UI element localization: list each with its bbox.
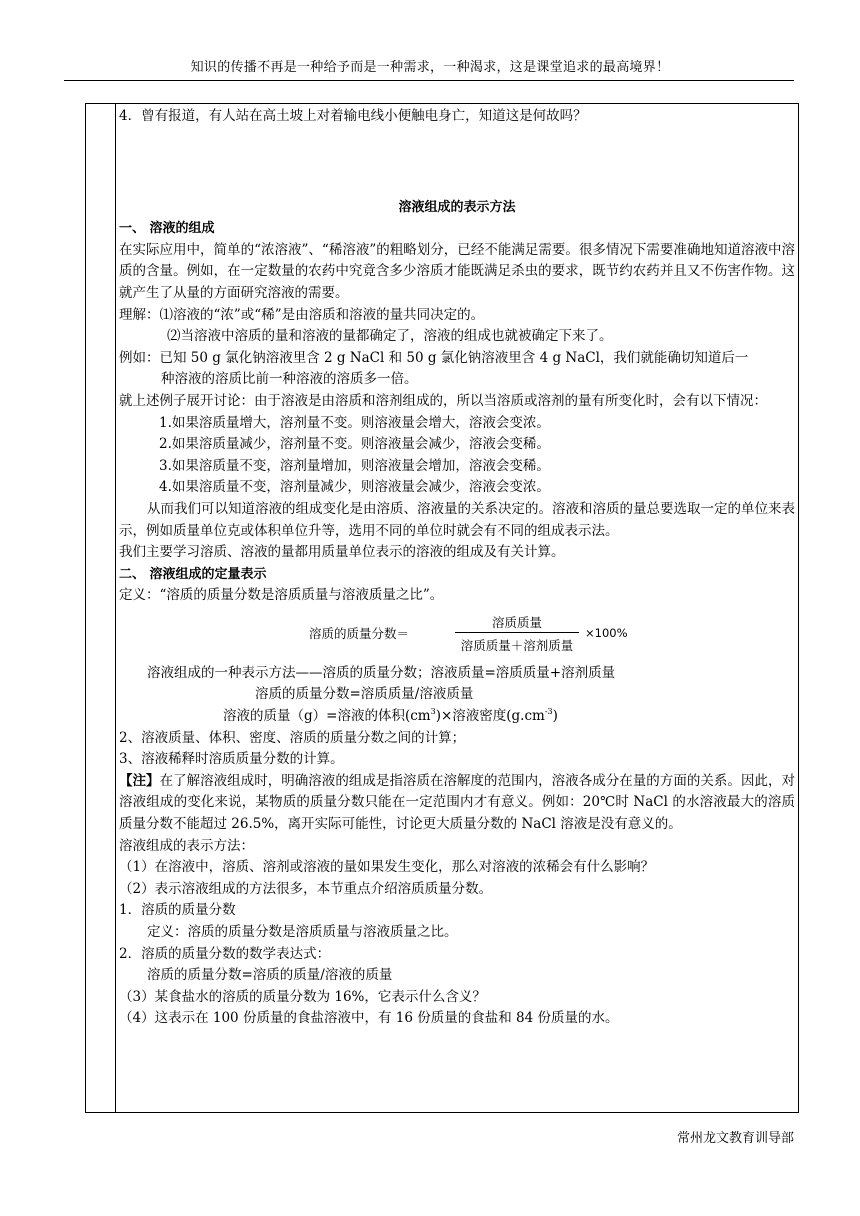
formula-left: 溶质的质量分数＝ (309, 625, 410, 641)
item-2-formula: 溶质的质量分数=溶质的质量/溶液的质量 (147, 967, 393, 984)
note-paragraph (119, 771, 795, 836)
note-text: 在了解溶液组成时，明确溶液的组成是指溶质在溶解度的范围内，溶液各成分在量的方面的关系。因此，对溶液组成的变化来说，某物质的质量分数只能在一定范围内才有意义。例如：20℃时 NaCl 的水溶液最大的溶质质量分数不能超过 26.5%，离开实际可能性，讨论更大质量分数的 NaCl 溶液是没有意义的。 (119, 772, 795, 833)
note-label: 【注】 (119, 772, 160, 789)
question-2: （2）表示溶液组成的方法很多，本节重点介绍溶质质量分数。 (119, 880, 493, 897)
formula-times-100: ×100% (585, 625, 628, 640)
question-3: （3）某食盐水的溶质的质量分数为 16%，它表示什么含义？ (119, 988, 486, 1005)
item-1: 1．溶质的质量分数 (119, 902, 236, 919)
calc-item-3: 3、溶液稀释时溶质质量分数的计算。 (119, 751, 344, 768)
header-rule (64, 80, 794, 81)
formula-line-3-a: 溶液的质量（g）=溶液的体积(cm (223, 708, 431, 725)
case-item: 1.如果溶质量增大，溶剂量不变。则溶液量会增大，溶液会变浓。 (159, 414, 550, 431)
blank-space (119, 128, 795, 197)
page-footer: 常州龙文教育训导部 (676, 1131, 794, 1146)
example-line-2: 种溶液的溶质比前一种溶液的溶质多一倍。 (161, 371, 418, 388)
section-1-heading: 一、 溶液的组成 (119, 221, 215, 237)
formula-line-2: 溶质的质量分数=溶质质量/溶液质量 (255, 686, 474, 703)
understanding-2: ⑵当溶液中溶质的量和溶液的量都确定了，溶液的组成也就被确定下来了。 (167, 328, 613, 345)
calc-item-2: 2、溶液质量、体积、密度、溶质的质量分数之间的计算； (119, 729, 466, 746)
main-content (119, 103, 795, 1030)
question-4-answer: （4）这表示在 100 份质量的食盐溶液中，有 16 份质量的食盐和 84 份质量的水。 (119, 1010, 619, 1027)
question-4: 4．曾有报道，有人站在高土坡上对着输电线小便触电身亡，知道这是何故吗？ (119, 108, 587, 124)
page-header: 知识的传播不再是一种给予而是一种需求，一种渴求，这是课堂追求的最高境界！ (190, 60, 670, 75)
formula-line-1: 溶液组成的一种表示方法——溶质的质量分数；溶液质量=溶质质量+溶剂质量 (147, 664, 616, 681)
case-item: 4.如果溶质量不变，溶剂量减少，则溶液量会减少，溶液会变浓。 (159, 479, 550, 496)
representation-title: 溶液组成的表示方法： (119, 837, 254, 854)
case-item: 2.如果溶质量减少，溶剂量不变。则溶液量会减少，溶液会变稀。 (159, 436, 550, 453)
conclusion-paragraph: 从而我们可以知道溶液的组成变化是由溶质、溶液量的关系决定的。溶液和溶质的量总要选取一定的单位来表示，例如质量单位克或体积单位升等，选用不同的单位时就会有不同的组成表示法。 (119, 500, 795, 539)
superscript: 3 (430, 707, 436, 717)
formula-numerator: 溶质质量 (491, 614, 542, 630)
item-2: 2．溶质的质量分数的数学表达式： (119, 945, 331, 962)
mass-fraction-formula (119, 611, 795, 657)
case-item: 3.如果溶质量不变，溶剂量增加，则溶液量会增加，溶液会变稀。 (159, 457, 550, 474)
study-focus: 我们主要学习溶质、溶液的量都用质量单位表示的溶液的组成及有关计算。 (119, 544, 565, 561)
formula-denominator: 溶质质量＋溶剂质量 (460, 637, 574, 653)
example-line-1: 例如：已知 50 g 氯化钠溶液里含 2 g NaCl 和 50 g 氯化钠溶液里含 4 g NaCl，我们就能确切知道后一 (119, 349, 749, 366)
formula-line-3-c: ) (552, 708, 558, 725)
item-1-definition: 定义：溶质的质量分数是溶质质量与溶液质量之比。 (147, 924, 458, 940)
understanding-1: 理解：⑴溶液的“浓”或“稀”是由溶质和溶液的量共同决定的。 (119, 306, 485, 323)
section-title: 溶液组成的表示方法 (398, 199, 516, 215)
formula-line-3 (119, 706, 795, 728)
table-column-divider (115, 104, 116, 1112)
formula-line-3-b: )×溶液密度(g.cm (435, 708, 545, 725)
superscript: -3 (544, 707, 553, 717)
section-1-paragraph: 在实际应用中，简单的“浓溶液”、“稀溶液”的粗略划分，已经不能满足需要。很多情况下需要准确地知道溶液中溶质的含量。例如，在一定数量的农药中究竟含多少溶质才能既满足杀虫的要求，既节约农药并且又不伤害作物。这就产生了从量的方面研究溶液的需要。 (119, 241, 795, 301)
definition: 定义：“溶质的质量分数是溶质质量与溶液质量之比”。 (119, 587, 444, 604)
discussion-paragraph: 就上述例子展开讨论：由于溶液是由溶质和溶剂组成的，所以当溶质或溶剂的量有所变化时，会有以下情况： (119, 392, 767, 409)
question-1: （1）在溶液中，溶质、溶剂或溶液的量如果发生变化，那么对溶液的浓稀会有什么影响？ (119, 859, 655, 876)
fraction-bar (455, 632, 579, 633)
section-2-heading: 二、 溶液组成的定量表示 (119, 566, 267, 582)
